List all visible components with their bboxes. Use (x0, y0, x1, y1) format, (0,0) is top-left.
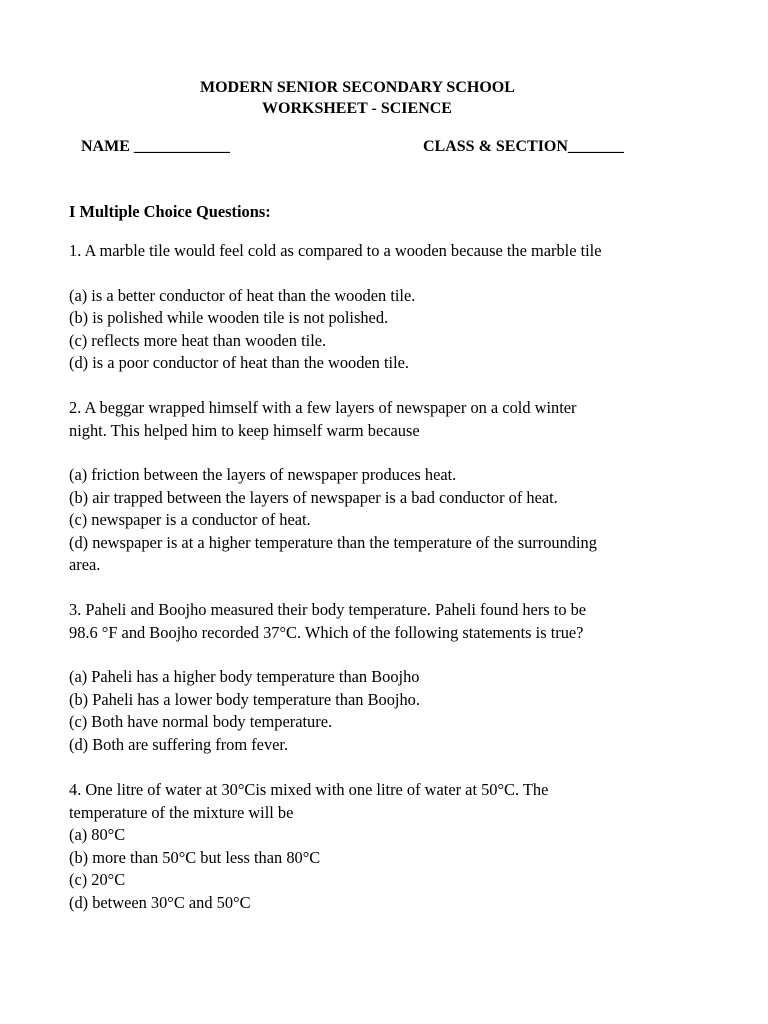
option-c: (c) reflects more heat than wooden tile. (69, 330, 327, 350)
option-b: (b) Paheli has a lower body temperature than Boojho. (69, 689, 420, 709)
option-b: (b) more than 50°C but less than 80°C (69, 847, 321, 867)
option-b: (b) is polished while wooden tile is not polished. (69, 308, 389, 327)
question-stem: 3. Paheli and Boojho measured their body temperature. Paheli found hers to be (69, 600, 587, 619)
option-a: (a) Paheli has a higher body temperature than Boojho (69, 667, 420, 686)
option-c: (c) Both have normal body temperature. (69, 712, 333, 731)
option-d: (d) Both are suffering from fever. (69, 734, 289, 754)
question-stem: 1. A marble tile would feel cold as compared to a wooden because the marble tile (69, 241, 602, 260)
question-3 (69, 599, 689, 756)
option-a: (a) friction between the layers of newspaper produces heat. (69, 465, 457, 484)
worksheet-title: WORKSHEET - SCIENCE (262, 100, 452, 117)
option-a: (a) 80°C (69, 825, 126, 844)
question-stem-cont: 98.6 °F and Boojho recorded 37°C. Which of the following statements is true? (69, 622, 584, 642)
question-stem: 4. One litre of water at 30°Cis mixed with one litre of water at 50°C. The (69, 780, 549, 799)
question-4 (69, 779, 689, 914)
option-d: (d) newspaper is at a higher temperature than the temperature of the surrounding (69, 532, 597, 552)
option-d: (d) between 30°C and 50°C (69, 892, 251, 912)
section-heading: I Multiple Choice Questions: (69, 202, 271, 221)
option-d-cont: area. (69, 555, 101, 574)
school-name: MODERN SENIOR SECONDARY SCHOOL (200, 79, 515, 96)
question-stem-cont: night. This helped him to keep himself warm because (69, 420, 420, 440)
option-a: (a) is a better conductor of heat than the wooden tile. (69, 285, 416, 305)
name-field: NAME ____________ (81, 138, 230, 155)
question-stem-cont: temperature of the mixture will be (69, 802, 294, 822)
option-c: (c) newspaper is a conductor of heat. (69, 510, 311, 529)
option-d: (d) is a poor conductor of heat than the wooden tile. (69, 353, 410, 372)
question-1 (69, 240, 689, 375)
question-stem: 2. A beggar wrapped himself with a few layers of newspaper on a cold winter (69, 398, 577, 417)
option-c: (c) 20°C (69, 870, 126, 889)
question-2 (69, 397, 689, 577)
option-b: (b) air trapped between the layers of newspaper is a bad conductor of heat. (69, 487, 558, 507)
class-section-field: CLASS & SECTION_______ (423, 138, 624, 155)
